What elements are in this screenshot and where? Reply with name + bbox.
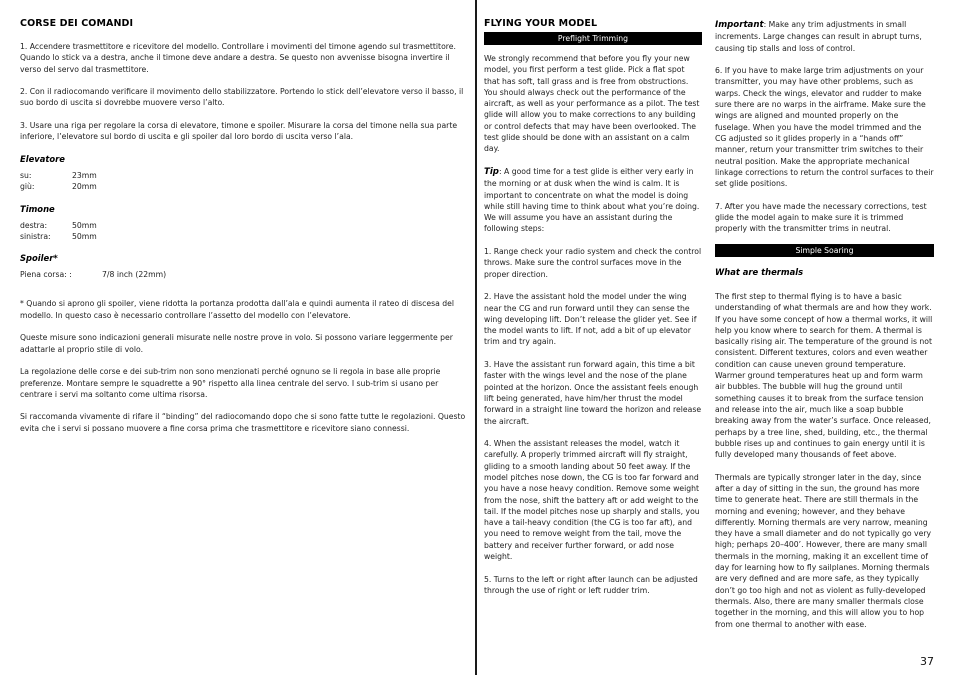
important-text: : Make any trim adjustments in small increments. Large changes can result in abrupt turns, causing tip stalls and loss of control. [715, 20, 922, 53]
section-bar-preflight: Preflight Trimming [484, 32, 702, 45]
spec-label: sinistra: [20, 231, 51, 241]
tip-paragraph [484, 166, 702, 235]
paragraph: Si raccomanda vivamente di rifare il “binding” del radiocomando dopo che si sono fatte tutte le regolazioni. Questo evita che i servi si possano muovere a fine corsa prima che trasmettitore e ricevitore siano connessi. [20, 412, 466, 433]
flying-column [484, 15, 702, 608]
important-label: Important [715, 20, 764, 30]
step-7: 7. After you have made the necessary corrections, test glide the model again to make sure it is trimmed properly with the transmitter trims in neutral. [715, 201, 927, 234]
tip-label: Tip [484, 166, 499, 177]
important-paragraph [715, 19, 934, 54]
spec-value: 50mm [72, 220, 97, 230]
column-divider [475, 0, 477, 675]
spec-value: 20mm [72, 182, 97, 192]
paragraph: 2. Con il radiocomando verificare il movimento dello stabilizzatore. Portendo lo stick dell’elevatore verso il basso, il suo bordo di uscita si dovrebbe muovere verso l’alto. [20, 87, 464, 108]
paragraph: 1. Accendere trasmettitore e ricevitore del modello. Controllare i movimenti del timone agendo sul trasmettitore. Quando lo stick va a destra, anche il timone deve andare a destra. Se questo non avvenisse bisogna invertire il verso del servo dal trasmettitore. [20, 42, 456, 74]
paragraph: 3. Usare una riga per regolare la corsa di elevatore, timone e spoiler. Misurare la corsa del timone nella sua parte inferiore, l’elevatore sul bordo di uscita e gli spoiler dal loro bordo di uscita verso l’ala. [20, 121, 458, 142]
spec-row [20, 170, 466, 181]
spec-row [20, 269, 466, 280]
italian-column [20, 15, 466, 445]
page-number: 37 [920, 655, 934, 668]
spec-label: su: [20, 170, 32, 180]
spec-label: Piena corsa: : [20, 270, 72, 280]
section-title-flying: FLYING YOUR MODEL [484, 18, 598, 29]
spec-label: giù: [20, 182, 35, 192]
section-bar-soaring: Simple Soaring [715, 244, 934, 257]
paragraph: Thermals are typically stronger later in the day, since after a day of sitting in the sun, the ground has more time to generate heat. There are still thermals in the morning and evening; however, and they behave differently. Morning thermals are very narrow, meaning they have a small diameter and do not typically go very high; perhaps 20–400’. However, there are many small thermals in the morning, making it an excellent time of day for learning how to fly sailplanes. Morning thermals are very defined and are more safe, as they typically don’t go too high and not as violent as fully-developed thermals. Also, there are many smaller thermals close together in the morning, and this will allow you to hop from one thermal to another with ease. [715, 472, 932, 629]
step-6: 6. If you have to make large trim adjustments on your transmitter, you may have other problems, such as warps. Check the wings, elevator and rudder to make sure there are no warps in the airframe. Make sure the wings are aligned and mounted properly on the fuselage. When you have the model trimmed and the CG adjusted so it glides properly in a “hands off” manner, return your transmitter trim switches to their neutral position. Make the appropriate mechanical linkage corrections to return the control surfaces to their set glide positions. [715, 66, 934, 189]
spec-value: 23mm [72, 170, 97, 180]
step-5: 5. Turns to the left or right after launch can be adjusted through the use of right or left rudder trim. [484, 574, 698, 595]
paragraph: Queste misure sono indicazioni generali misurate nelle nostre prove in volo. Si possono variare leggermente per adattarle al proprio stile di volo. [20, 333, 453, 354]
step-3: 3. Have the assistant run forward again, this time a bit faster with the wings level and the nose of the plane pointed at the horizon. Once the assistant feels enough lift being generated, have him/her thrust the model forward in a straight line toward the horizon and release the aircraft. [484, 360, 702, 426]
soaring-column [715, 15, 934, 641]
spec-row [20, 181, 466, 192]
spec-row [20, 231, 466, 242]
spec-label: destra: [20, 220, 48, 230]
subheading-elevatore: Elevatore [20, 153, 65, 164]
paragraph: The first step to thermal flying is to have a basic understanding of what thermals are and how they work. If you have some concept of how a thermal works, it will help you know where to search for them. A thermal is basically rising air. The temperature of the ground is not consistent. Different textures, colors and even weather condition can cause uneven ground temperature. Warmer ground temperatures heat up and form warm air bubbles. The bubble will hug the ground until something causes it to break from the surface tension and release into the air, much like a soap bubble breaking away from the water’s surface. Once released, perhaps by a tree line, shed, building, etc., the thermal bubble rises up and continues to gain energy until it is fully developed many thousands of feet above. [715, 291, 933, 460]
step-2: 2. Have the assistant hold the model under the wing near the CG and run forward until they can sense the wing developing lift. Don’t release the glider yet. See if the model wants to lift. If not, add a bit of up elevator trim and try again. [484, 292, 697, 347]
spec-row [20, 220, 466, 231]
paragraph: We strongly recommend that before you fly your new model, you first perform a test glide. Pick a flat spot that has soft, tall grass and is free from obstructions. You should always check out the performance of the aircraft, as well as your performance as a pilot. The test glide will allow you to make corrections to any building or control defects that may have been overlooked. The test glide should be done with an assistant on a calm day. [484, 54, 700, 154]
spec-value: 50mm [72, 231, 97, 241]
section-title-corse: CORSE DEI COMANDI [20, 18, 134, 29]
spec-value: 7/8 inch (22mm) [102, 270, 167, 280]
tip-text: : A good time for a test glide is either very early in the morning or at dusk when the wind is calm. It is important to concentrate on what the model is doing while still having time to think about what you’re doing. We will assume you have an assistant during the following steps: [484, 166, 700, 234]
subheading-spoiler: Spoiler* [20, 253, 58, 264]
step-4: 4. When the assistant releases the model, watch it carefully. A properly trimmed aircraft will fly straight, gliding to a smooth landing about 50 feet away. If the model pitches nose down, the CG is too far forward and you have a nose heavy condition. Remove some weight from the nose, shift the battery aft or add weight to the tail. If the model pitches nose up sharply and stalls, you have a tail-heavy condition (the CG is too far aft), and you need to remove weight from the tail, move the battery and receiver further forward, or add nose weight. [484, 439, 700, 562]
subheading-thermals: What are thermals [715, 266, 804, 277]
paragraph: La regolazione delle corse e dei sub-trim non sono menzionati perché ognuno se li regola in base alle proprie preferenze. Montare sempre le squadrette a 90° rispetto alla linea centrale del servo. I sub-trim si usano per centrare i servi ma soltanto come ultima risorsa. [20, 367, 441, 399]
subheading-timone: Timone [20, 203, 55, 214]
paragraph: * Quando si aprono gli spoiler, viene ridotta la portanza prodotta dall’ala e quindi aumenta il rateo di discesa del modello. In questo caso è necessario controllare l’assetto del modello con l’elevatore. [20, 299, 454, 320]
step-1: 1. Range check your radio system and check the control throws. Make sure the control surfaces move in the proper direction. [484, 247, 702, 279]
